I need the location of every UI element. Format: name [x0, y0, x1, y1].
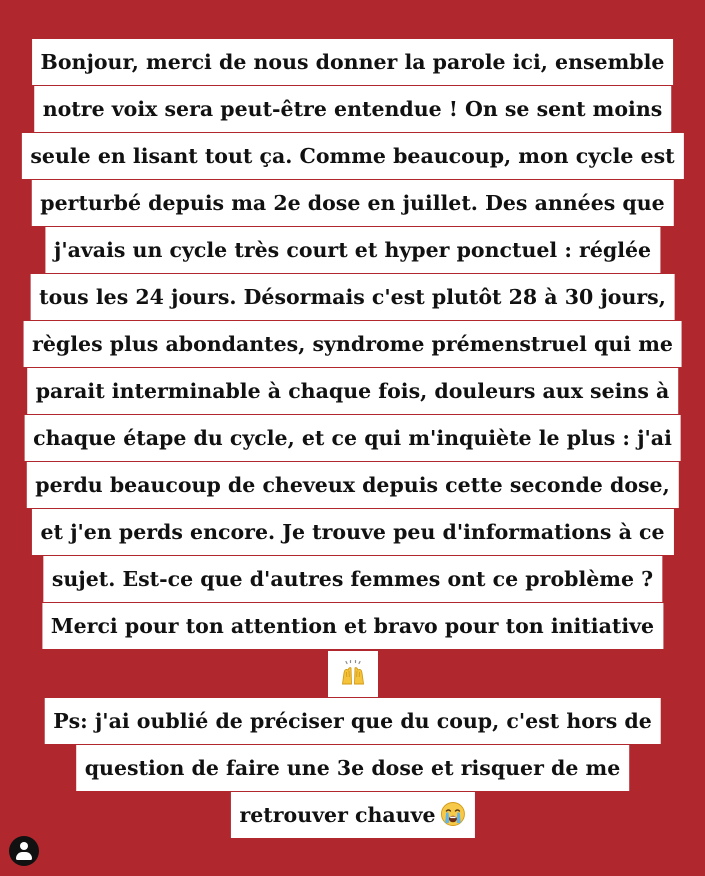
postscript-line-3: retrouver chauve [230, 792, 474, 838]
message-emoji-line [328, 651, 378, 697]
user-avatar-icon[interactable] [9, 836, 39, 866]
message-line-7: règles plus abondantes, syndrome prémenstruel qui me [23, 321, 682, 367]
message-line-11: et j'en perds encore. Je trouve peu d'informations à ce [31, 509, 673, 555]
raising-hands-icon [340, 660, 366, 686]
message-line-1: Bonjour, merci de nous donner la parole ici, ensemble [32, 39, 674, 85]
message-line-13: Merci pour ton attention et bravo pour ton initiative [42, 603, 663, 649]
message-line-10: perdu beaucoup de cheveux depuis cette seconde dose, [26, 462, 678, 508]
crying-face-icon [440, 801, 466, 827]
message-line-6: tous les 24 jours. Désormais c'est plutôt 28 à 30 jours, [30, 274, 675, 320]
message-line-5: j'avais un cycle très court et hyper ponctuel : réglée [45, 227, 660, 273]
postscript-line-2: question de faire une 3e dose et risquer de me [76, 745, 630, 791]
postscript-line-1: Ps: j'ai oublié de préciser que du coup, c'est hors de [44, 698, 661, 744]
message-line-8: parait interminable à chaque fois, douleurs aux seins à [27, 368, 679, 414]
message-line-4: perturbé depuis ma 2e dose en juillet. Des années que [31, 180, 673, 226]
message-line-3: seule en lisant tout ça. Comme beaucoup, mon cycle est [21, 133, 683, 179]
message-line-9: chaque étape du cycle, et ce qui m'inquiète le plus : j'ai [24, 415, 681, 461]
message-line-2: notre voix sera peut-être entendue ! On se sent moins [34, 86, 672, 132]
message-line-12: sujet. Est-ce que d'autres femmes ont ce problème ? [43, 556, 662, 602]
